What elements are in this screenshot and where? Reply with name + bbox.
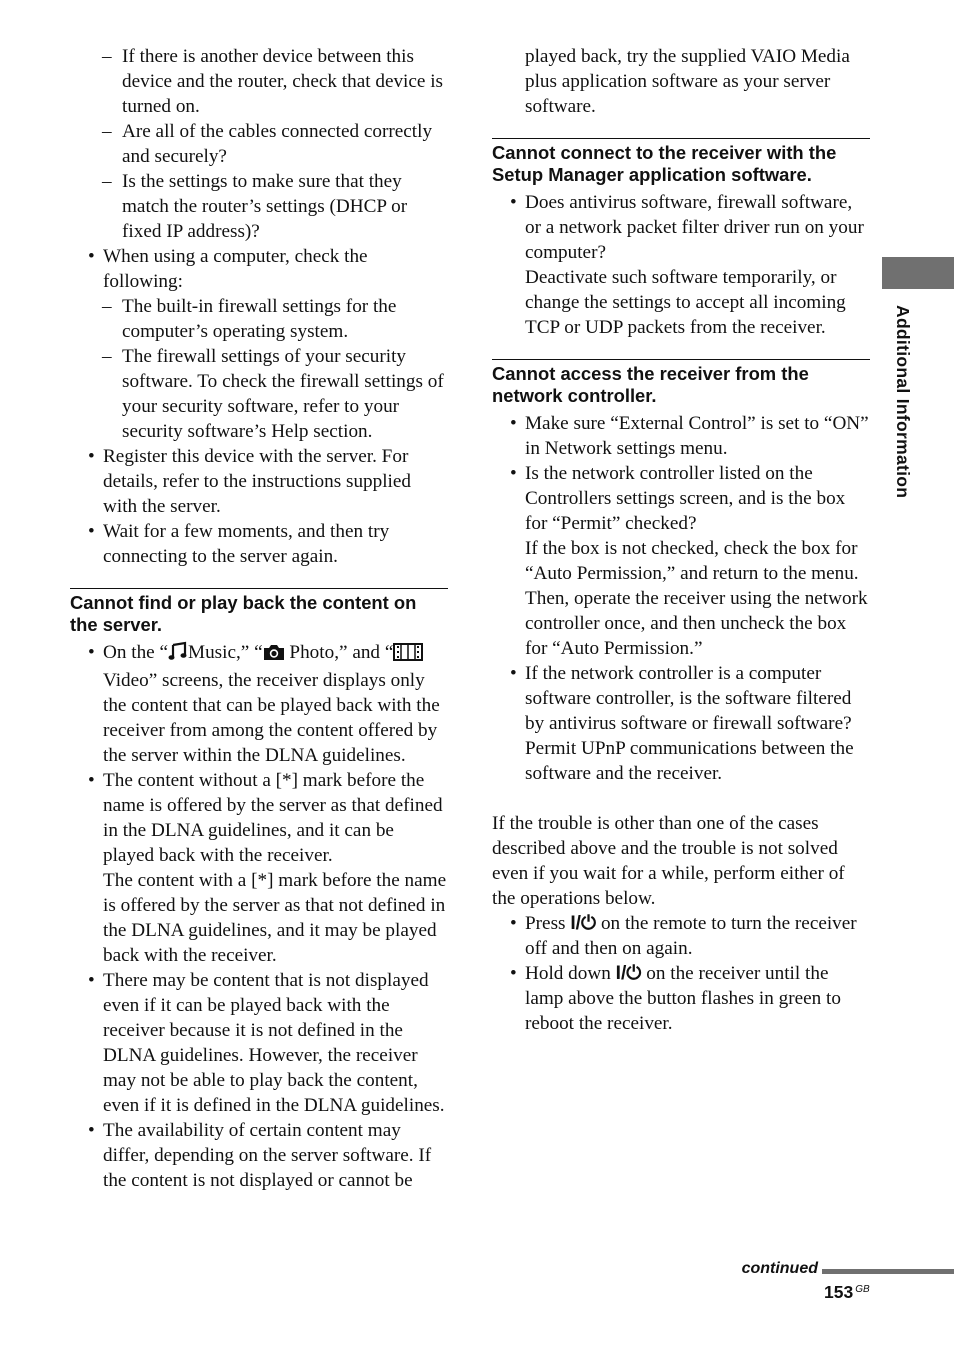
text-fragment: on the remote to turn the receiver off and then on again. [525, 913, 857, 959]
list-item-continuation: played back, try the supplied VAIO Media plus application software as your server software. [525, 46, 850, 117]
list-item: • Register this device with the server. For details, refer to the instructions supplied with the server. [70, 444, 448, 519]
left-column [70, 44, 448, 1193]
list-item: – The built-in firewall settings for the computer’s operating system. [70, 294, 448, 344]
text-fragment: on the receiver until the lamp above the button flashes in green to reboot the receiver. [525, 963, 841, 1034]
text-fragment: Hold down [525, 963, 616, 984]
list-item: • When using a computer, check the following: [70, 244, 448, 294]
list-item: • Wait for a few moments, and then try connecting to the server again. [70, 519, 448, 569]
music-note-icon [168, 641, 188, 668]
list-item: • Is the network controller listed on the Controllers settings screen, and is the box for “Permit” checked? [492, 461, 870, 536]
camera-icon [263, 643, 285, 668]
list-item-continuation: Deactivate such software temporarily, or change the settings to accept all incoming TCP or UDP packets from the receiver. [525, 267, 846, 338]
text-fragment: Photo,” and “ [284, 642, 394, 663]
right-column [492, 44, 870, 1036]
list-item: • There may be content that is not displayed even if it can be played back with the receiver because it is not defined in the DLNA guidelines. However, the receiver may not be able to play back the content, even if it is defined in the DLNA guidelines. [70, 968, 448, 1118]
list-item: • Does antivirus software, firewall software, or a network packet filter driver run on your computer? [492, 190, 870, 265]
text-fragment: On the “ [103, 642, 169, 663]
page-suffix: GB [855, 1284, 870, 1295]
list-item [492, 911, 870, 961]
list-item: – If there is another device between this device and the router, check that device is turned on. [70, 44, 448, 119]
section-heading: Cannot connect to the receiver with the Setup Manager application software. [492, 138, 870, 186]
list-item [492, 961, 870, 1036]
page-number [824, 1282, 870, 1303]
text-fragment: Video” screens, the receiver displays only the content that can be played back with the receiver from among the content offered by the server within the DLNA guidelines. [103, 670, 440, 766]
list-item: – Is the settings to make sure that they match the router’s settings (DHCP or fixed IP address)? [70, 169, 448, 244]
list-item [70, 640, 448, 768]
list-item: – Are all of the cables connected correctly and securely? [70, 119, 448, 169]
side-tab [882, 257, 954, 289]
continued-label: continued [741, 1260, 818, 1277]
list-item: • Make sure “External Control” is set to “ON” in Network settings menu. [492, 411, 870, 461]
power-icon: I/⏻ [615, 963, 642, 984]
text-fragment: Press [525, 913, 571, 934]
list-item-continuation: If the box is not checked, check the box for “Auto Permission,” and return to the menu. Then, operate the receiver using the network controller once, and then uncheck the box for “Auto Permission.” [525, 538, 868, 659]
side-section-label: Additional Information [893, 305, 913, 499]
continued-bar [822, 1269, 954, 1274]
page-number-value: 153 [824, 1282, 854, 1302]
text-fragment: Music,” “ [188, 642, 263, 663]
list-item: • If the network controller is a computer software controller, is the software filtered by antivirus software or firewall software? Permit UPnP communications between the software and the receiver. [492, 661, 870, 786]
power-icon: I/⏻ [570, 913, 597, 934]
list-item: – The firewall settings of your security software. To check the firewall settings of your security software, refer to your security software’s Help section. [70, 344, 448, 444]
list-item-continuation: The content with a [*] mark before the name is offered by the server as that not defined in the DLNA guidelines, and it may be played back with the receiver. [103, 870, 447, 966]
list-item: • The content without a [*] mark before the name is offered by the server as that defined in the DLNA guidelines, and it can be played back with the receiver. [70, 768, 448, 868]
paragraph: If the trouble is other than one of the cases described above and the trouble is not solved even if you wait for a while, perform either of the operations below. [492, 813, 845, 909]
section-heading: Cannot find or play back the content on the server. [70, 588, 448, 636]
section-heading: Cannot access the receiver from the network controller. [492, 359, 870, 407]
film-icon [393, 643, 423, 668]
list-item: • The availability of certain content may differ, depending on the server software. If the content is not displayed or cannot be [70, 1118, 448, 1193]
